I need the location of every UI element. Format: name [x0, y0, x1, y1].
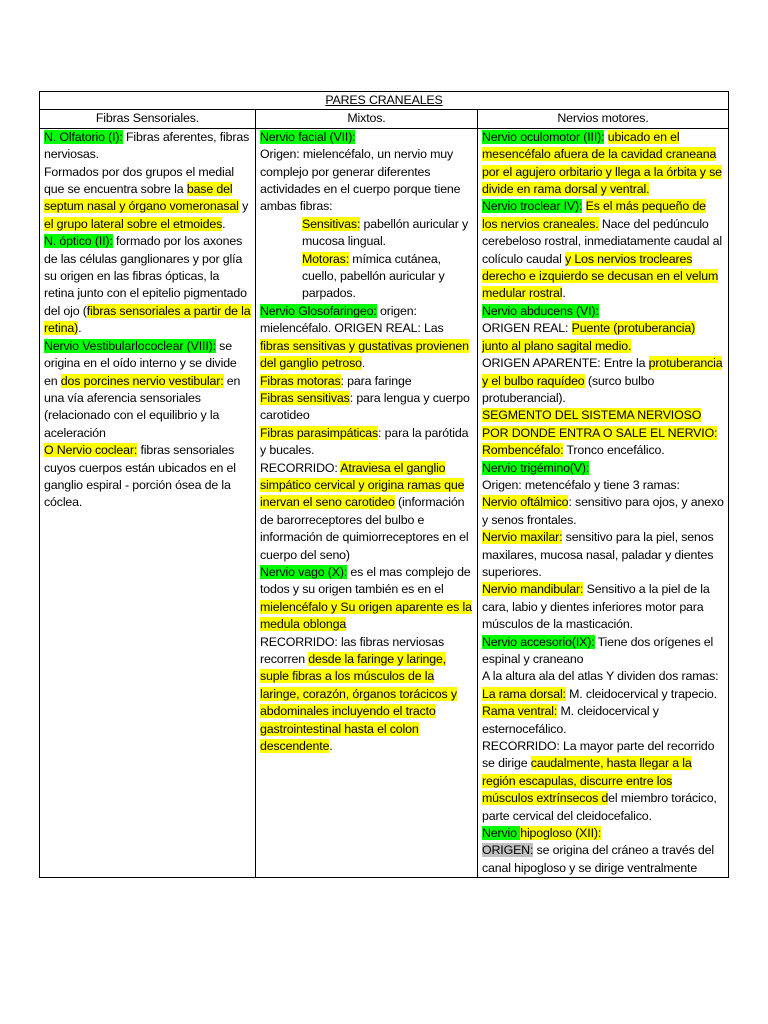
column-mixed [256, 128, 478, 877]
highlighted-text: Nervio oftálmico [482, 495, 569, 510]
nerve-name-highlight: N. óptico (II): [44, 234, 113, 249]
paragraph [482, 703, 724, 738]
paragraph [44, 233, 251, 337]
text-run: en una vía aferencia sensoriales (relacionado con el equilibrio y la aceleración [44, 373, 241, 440]
paragraph [482, 198, 724, 302]
text-run: A la altura ala del atlas Y dividen dos ramas: [482, 669, 719, 684]
highlighted-text: base del septum nasal y órgano vomeronasal [44, 182, 239, 214]
paragraph [482, 355, 724, 407]
paragraph [482, 460, 724, 477]
highlighted-text: protuberancia y el bulbo raquídeo [482, 356, 723, 388]
paragraph [482, 407, 724, 442]
paragraph [482, 529, 724, 581]
text-run: . [329, 739, 333, 754]
text-run: ORIGEN APARENTE: Entre la [482, 356, 649, 371]
text-run: se origina del cráneo a través del canal hipogloso y se dirige ventralmente [482, 843, 714, 875]
nerve-name-highlight: Nervio trigémino(V): [482, 460, 590, 475]
cranial-nerves-table [39, 91, 729, 878]
paragraph [482, 581, 724, 633]
column-motor [478, 128, 729, 877]
text-run: (información de barorreceptores del bulbo e información de quimiorreceptores en el cuerpo del seno) [260, 495, 469, 562]
paragraph [482, 320, 724, 355]
text-run: ORIGEN REAL: [482, 321, 572, 336]
header-sensory: Fibras Sensoriales. [40, 110, 256, 128]
text-run: Sensitivo a la piel de la cara, labio y dientes inferiores motor para músculos de la masticación. [482, 582, 710, 632]
text-run: el miembro torácico, parte cervical del cleidocefalico. [482, 791, 717, 823]
header-row [40, 110, 729, 128]
header-motor: Nervios motores. [478, 110, 729, 128]
text-run: Origen: mielencéfalo, un nervio muy complejo por generar diferentes actividades en el cuerpo porque tiene ambas fibras: [260, 147, 461, 214]
paragraph [44, 338, 251, 442]
text-run: formado por los axones de las células ganglionares y por glía su origen en las fibras ópticas, la retina junto con el epitelio pigmentado del ojo ( [44, 234, 247, 318]
highlighted-text: Rombencéfalo: [482, 443, 564, 458]
paragraph [482, 634, 724, 669]
nerve-name-highlight: Nervio troclear IV): [482, 199, 583, 214]
paragraph [260, 146, 473, 216]
paragraph [260, 425, 473, 460]
paragraph [260, 460, 473, 564]
paragraph [260, 251, 473, 303]
text-run: M. cleidocervical y trapecio. [565, 686, 717, 701]
text-run: pabellón auricular y mucosa lingual. [302, 216, 469, 249]
highlighted-text: el grupo lateral sobre el etmoides [44, 216, 223, 231]
highlighted-text: Fibras sensitivas [260, 390, 350, 405]
highlighted-text: fibras sensitivas y gustativas provienen del ganglio petroso [260, 338, 469, 371]
paragraph [260, 373, 473, 390]
highlighted-text: Sensitivas: [302, 216, 361, 231]
text-run: Nace del pedúnculo cerebeloso rostral, inmediatamente caudal al colículo caudal [482, 216, 722, 266]
highlighted-text: Atraviesa el ganglio simpático cervical y origina ramas que inervan el seno carotideo [260, 460, 465, 510]
content-row [40, 128, 729, 877]
paragraph [260, 216, 473, 251]
paragraph [482, 494, 724, 529]
highlighted-text: Nervio maxilar: [482, 530, 563, 545]
paragraph [260, 564, 473, 634]
text-run: se origina en el oído interno y se divide en [44, 338, 237, 388]
paragraph [260, 390, 473, 425]
highlighted-text: Puente (protuberancia) junto al plano sagital medio. [482, 321, 696, 353]
paragraph [44, 129, 251, 164]
paragraph [482, 477, 724, 494]
highlighted-text: O Nervio coclear: [44, 443, 138, 458]
text-run: RECORRIDO: las fibras nerviosas recorren [260, 634, 445, 666]
table-title: PARES CRANEALES [40, 92, 729, 110]
text-run: sensitivo para la piel, senos maxilares, mucosa nasal, paladar y dientes superiores. [482, 530, 714, 579]
text-run: . [78, 321, 82, 336]
text-run: . [562, 286, 566, 301]
nerve-name-highlight: Nervio accesorio(IX): [482, 634, 595, 649]
paragraph [482, 686, 724, 703]
paragraph [482, 738, 724, 825]
text-run: RECORRIDO: [260, 460, 341, 475]
paragraph [260, 634, 473, 756]
highlighted-text: Fibras parasimpáticas [260, 425, 379, 440]
nerve-name-highlight: Nervio oculomotor (III): [482, 129, 605, 144]
text-run: (surco bulbo protuberancial). [482, 373, 655, 405]
title-row [40, 92, 729, 110]
text-run: M. cleidocervical y esternocefálico. [482, 704, 659, 736]
highlighted-text: dos porcines nervio vestibular: [60, 373, 224, 388]
highlighted-text: Es el más pequeño de los nervios craneales. [482, 199, 706, 231]
nerve-name-highlight: N. Olfatorio (I): [44, 129, 123, 144]
paragraph [260, 129, 473, 146]
column-sensory [40, 128, 256, 877]
text-run: y [238, 199, 249, 214]
text-run: mímica cutánea, cuello, pabellón auricular y parpados. [302, 251, 445, 301]
highlighted-text: Nervio mandibular: [482, 582, 584, 597]
highlighted-text: Rama ventral: [482, 704, 558, 719]
paragraph [44, 164, 251, 234]
highlighted-text: desde la faringe y laringe, suple fibras a los músculos de la laringe, corazón, órganos torácicos y abdominales incluyendo el tracto gastrointestinal hasta el colon descendente [260, 652, 457, 754]
highlighted-text: hipogloso (XII): [520, 826, 602, 841]
text-run: RECORRIDO: La mayor parte del recorrido se dirige [482, 739, 715, 771]
text-run: es el mas complejo de todos y su origen también es en el [260, 564, 471, 597]
highlighted-text: y Los nervios trocleares derecho e izquierdo se decusan en el velum medular rostral [482, 251, 719, 301]
text-run: Tronco encefálico. [563, 443, 665, 458]
text-run: : para faringe [340, 373, 412, 388]
highlighted-text: La rama dorsal: [482, 686, 566, 701]
header-mixed: Mixtos. [256, 110, 478, 128]
paragraph [482, 129, 724, 199]
paragraph [260, 303, 473, 373]
paragraph [482, 303, 724, 320]
text-run: origen: mielencéfalo. ORIGEN REAL: Las [260, 303, 444, 336]
text-run: . [222, 216, 226, 231]
nerve-name-highlight: Nervio [482, 826, 521, 841]
highlighted-text: ubicado en el mesencéfalo afuera de la cavidad craneana por el agujero orbitario y llega a la órbita y se divide en rama dorsal y ventral. [482, 129, 722, 197]
highlighted-text: mielencéfalo y Su origen aparente es la medula oblonga [260, 599, 472, 632]
nerve-name-highlight: Nervio Glosofaringeo: [260, 303, 377, 318]
nerve-name-highlight: Nervio Vestibularlococlear (VIII): [44, 338, 216, 353]
text-run: Origen: metencéfalo y tiene 3 ramas: [482, 477, 680, 492]
paragraph [44, 442, 251, 512]
text-run: Tiene dos orígenes el espinal y craneano [482, 634, 714, 666]
nerve-name-highlight: Nervio vago (X): [260, 564, 348, 579]
highlighted-text: caudalmente, hasta llegar a la región escapulas, discurre entre los músculos extrínsecos d [482, 756, 692, 806]
text-run: : para lengua y cuerpo carotideo [260, 390, 470, 423]
highlighted-text: Motoras: [302, 251, 350, 266]
nerve-name-highlight: Nervio abducens (VI): [482, 303, 599, 318]
text-run: fibras sensoriales cuyos cuerpos están ubicados en el ganglio espiral - porción ósea de la cóclea. [44, 443, 236, 510]
nerve-name-highlight: Nervio facial (VII): [260, 129, 356, 144]
text-run: . [361, 356, 366, 371]
paragraph [482, 442, 724, 459]
paragraph [482, 668, 724, 685]
text-run: Formados por dos grupos el medial que se encuentra sobre la [44, 164, 234, 197]
text-run: Fibras aferentes, fibras nerviosas. [44, 129, 250, 162]
paragraph [482, 842, 724, 877]
highlighted-text: Fibras motoras [260, 373, 341, 388]
text-run: : para la parótida y bucales. [260, 425, 469, 458]
highlighted-text: fibras sensoriales a partir de la retina) [44, 303, 251, 336]
gray-highlight: ORIGEN: [482, 843, 534, 858]
text-run: : sensitivo para ojos, y anexo y senos frontales. [482, 495, 724, 527]
highlighted-text: SEGMENTO DEL SISTEMA NERVIOSO POR DONDE ENTRA O SALE EL NERVIO: [482, 408, 718, 440]
paragraph [482, 825, 724, 842]
